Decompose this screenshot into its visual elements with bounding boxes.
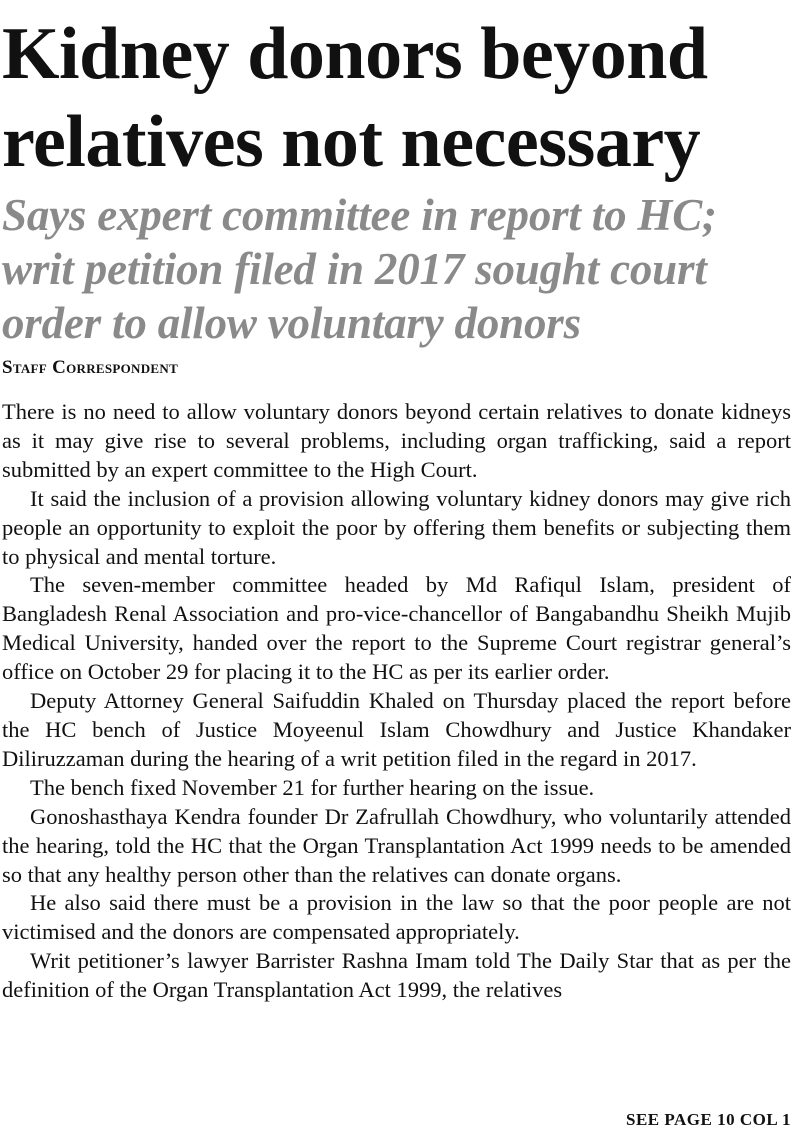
paragraph: He also said there must be a provision in the law so that the poor people are not victimised and the donors are compensated appropriately.	[2, 890, 791, 945]
paragraph: Deputy Attorney General Saifuddin Khaled on Thursday placed the report before the HC bench of Justice Moyeenul Islam Chowdhury and Justice Khandaker Diliruzzaman during the hearing of a writ petition filed in the regard in 2017.	[2, 688, 791, 771]
paragraph: The seven-member committee headed by Md Rafiqul Islam, president of Bangladesh Renal Association and pro-vice-chancellor of Bangabandhu Sheikh Mujib Medical University, handed over the report to the Supreme Court registrar general’s office on October 29 for placing it to the HC as per its earlier order.	[2, 572, 791, 685]
paragraph: The bench fixed November 21 for further hearing on the issue.	[30, 774, 595, 800]
article-body	[2, 398, 791, 1005]
paragraph: There is no need to allow voluntary donors beyond certain relatives to donate kidneys as it may give rise to several problems, including organ trafficking, said a report submitted by an expert committee to the High Court.	[2, 399, 791, 482]
continuation-jump-line: SEE PAGE 10 COL 1	[626, 1110, 791, 1129]
paragraph: Writ petitioner’s lawyer Barrister Rashna Imam told The Daily Star that as per the definition of the Organ Transplantation Act 1999, the relatives	[2, 948, 791, 1003]
byline: Staff Correspondent	[2, 357, 179, 378]
paragraph: Gonoshasthaya Kendra founder Dr Zafrullah Chowdhury, who voluntarily attended the hearing, told the HC that the Organ Transplantation Act 1999 needs to be amended so that any healthy person other than the relatives can donate organs.	[2, 803, 791, 887]
subheadline: Says expert committee in report to HC; writ petition filed in 2017 sought court order to allow voluntary donors	[2, 190, 717, 348]
paragraph: It said the inclusion of a provision allowing voluntary kidney donors may give rich people an opportunity to exploit the poor by offering them benefits or subjecting them to physical and mental torture.	[2, 485, 791, 569]
headline: Kidney donors beyond relatives not necessary	[2, 13, 708, 183]
